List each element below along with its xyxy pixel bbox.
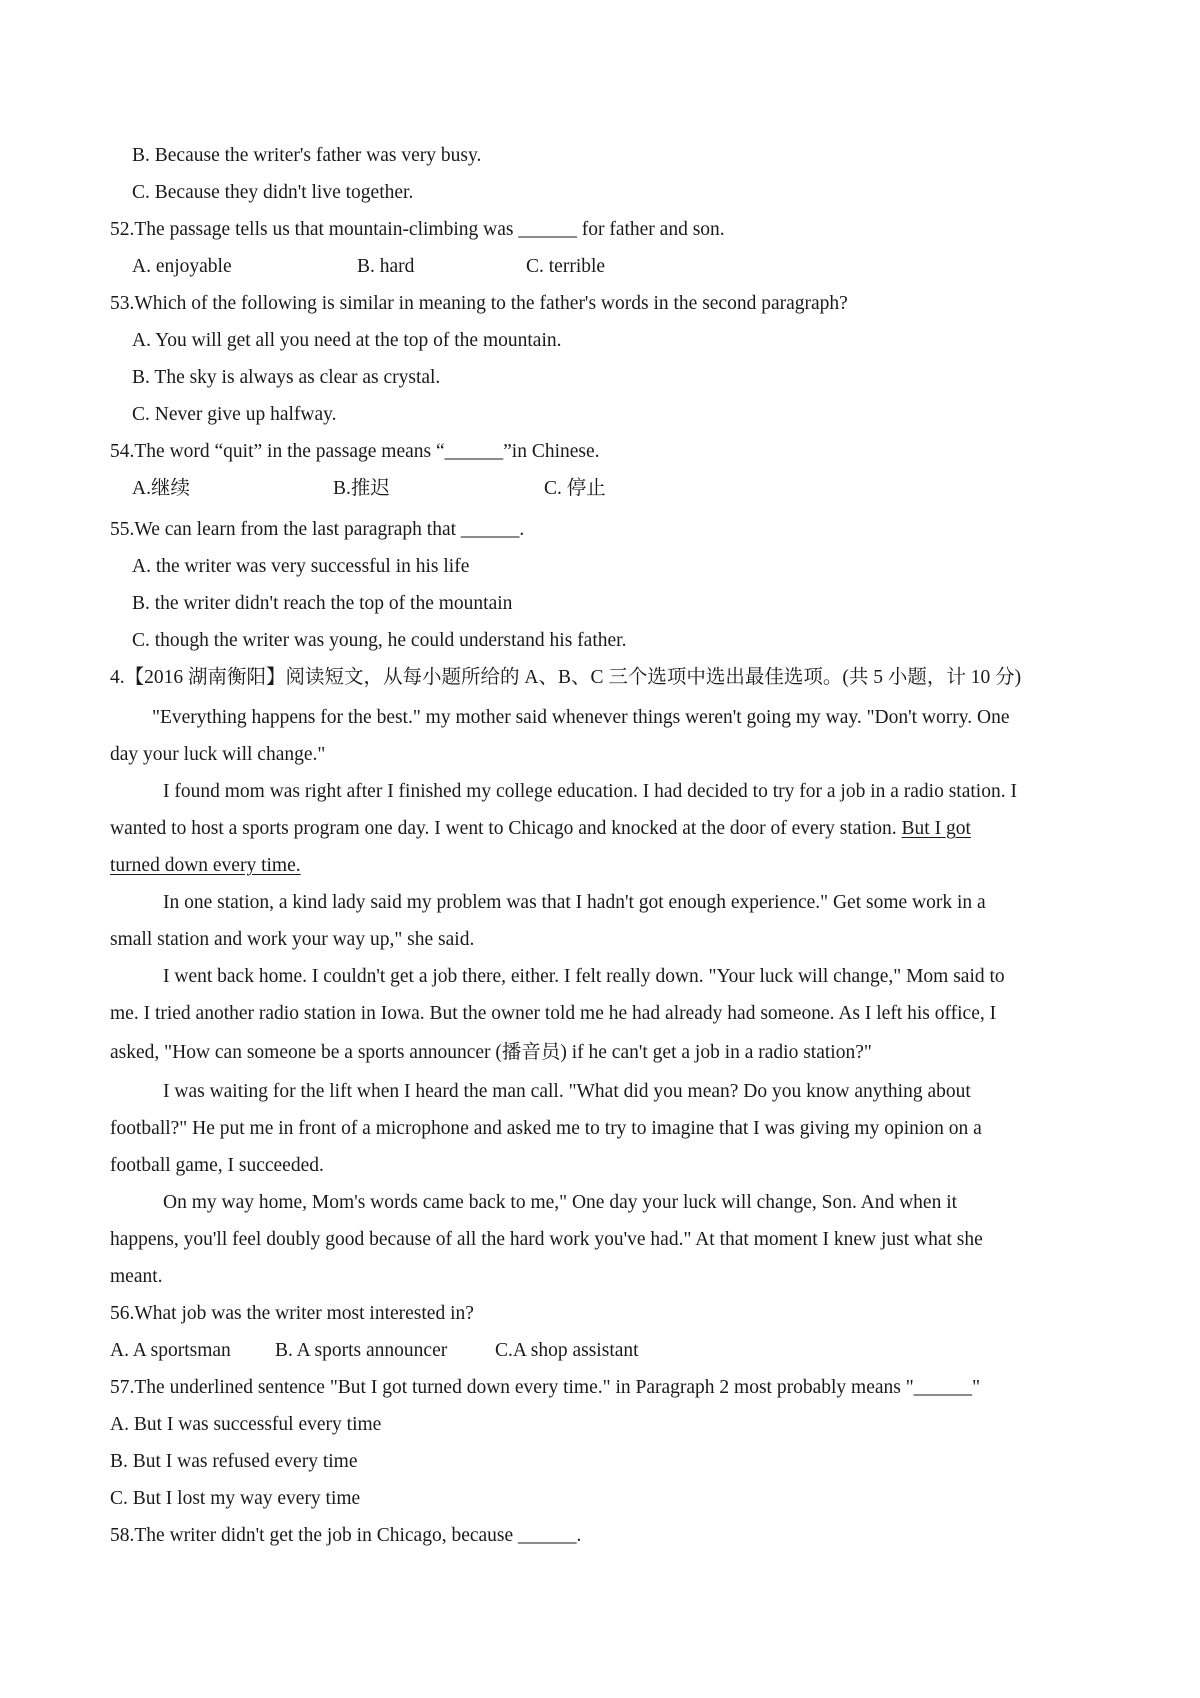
q52-option-a: A. enjoyable [132, 256, 232, 277]
q54-option-a: A.继续 [132, 478, 190, 499]
q54-stem: 54.The word “quit” in the passage means “______”in Chinese. [110, 441, 600, 462]
q53-option-c: C. Never give up halfway. [132, 404, 337, 425]
q56-stem: 56.What job was the writer most interested in? [110, 1303, 474, 1324]
q57-option-a: A. But I was successful every time [110, 1414, 382, 1435]
passage-p5-line2: football?" He put me in front of a microphone and asked me to try to imagine that I was giving my opinion on a [110, 1118, 982, 1139]
passage-p4-line3: asked, "How can someone be a sports announcer (播音员) if he can't get a job in a radio station?" [110, 1042, 872, 1063]
passage-p2-line1: I found mom was right after I finished my college education. I had decided to try for a job in a radio station. I [163, 781, 1017, 802]
passage-p6-line3: meant. [110, 1266, 163, 1287]
passage-p2-line2-text: wanted to host a sports program one day. I went to Chicago and knocked at the door of every station. [110, 818, 902, 839]
q56-option-b: B. A sports announcer [275, 1340, 448, 1361]
q53-option-a: A. You will get all you need at the top of the mountain. [132, 330, 562, 351]
q56-option-c: C.A shop assistant [495, 1340, 639, 1361]
passage-p5-line1: I was waiting for the lift when I heard the man call. "What did you mean? Do you know anything about [163, 1081, 971, 1102]
section-4-heading: 4.【2016 湖南衡阳】阅读短文，从每小题所给的 A、B、C 三个选项中选出最佳选项。(共 5 小题，计 10 分) [110, 667, 1022, 688]
q51-option-c: C. Because they didn't live together. [132, 182, 414, 203]
q51-option-b: B. Because the writer's father was very busy. [132, 145, 482, 166]
q55-option-b: B. the writer didn't reach the top of the mountain [132, 593, 513, 614]
q57-option-c: C. But I lost my way every time [110, 1488, 361, 1509]
passage-p1-line2: day your luck will change." [110, 744, 326, 765]
q58-stem: 58.The writer didn't get the job in Chicago, because ______. [110, 1525, 582, 1546]
passage-p4-line1: I went back home. I couldn't get a job there, either. I felt really down. "Your luck will change," Mom said to [163, 966, 1005, 987]
passage-p2-line2 [110, 819, 971, 839]
q54-option-c: C. 停止 [544, 478, 606, 499]
q52-stem: 52.The passage tells us that mountain-climbing was ______ for father and son. [110, 219, 725, 240]
passage-p3-line1: In one station, a kind lady said my problem was that I hadn't got enough experience." Get some work in a [163, 892, 986, 913]
q52-option-c: C. terrible [526, 256, 606, 277]
underlined-sentence-part2: turned down every time. [110, 855, 301, 876]
q55-stem: 55.We can learn from the last paragraph that ______. [110, 519, 525, 540]
passage-p5-line3: football game, I succeeded. [110, 1155, 324, 1176]
q56-option-a: A. A sportsman [110, 1340, 231, 1361]
passage-p4-line2: me. I tried another radio station in Iowa. But the owner told me he had already had someone. As I left his office, I [110, 1003, 997, 1024]
passage-p3-line2: small station and work your way up," she said. [110, 929, 475, 950]
q55-option-c: C. though the writer was young, he could understand his father. [132, 630, 627, 651]
q55-option-a: A. the writer was very successful in his life [132, 556, 470, 577]
underlined-sentence-part1: But I got [901, 818, 971, 839]
passage-p6-line1: On my way home, Mom's words came back to me," One day your luck will change, Son. And when it [163, 1192, 958, 1213]
passage-p1-line1: "Everything happens for the best." my mother said whenever things weren't going my way. "Don't worry. One [152, 707, 1010, 728]
q53-stem: 53.Which of the following is similar in meaning to the father's words in the second paragraph? [110, 293, 848, 314]
q54-option-b: B.推迟 [333, 478, 390, 499]
q53-option-b: B. The sky is always as clear as crystal. [132, 367, 441, 388]
q57-option-b: B. But I was refused every time [110, 1451, 358, 1472]
q52-option-b: B. hard [357, 256, 415, 277]
q57-stem: 57.The underlined sentence "But I got turned down every time." in Paragraph 2 most probably means "______" [110, 1377, 981, 1398]
passage-p6-line2: happens, you'll feel doubly good because of all the hard work you've had." At that moment I knew just what she [110, 1229, 983, 1250]
